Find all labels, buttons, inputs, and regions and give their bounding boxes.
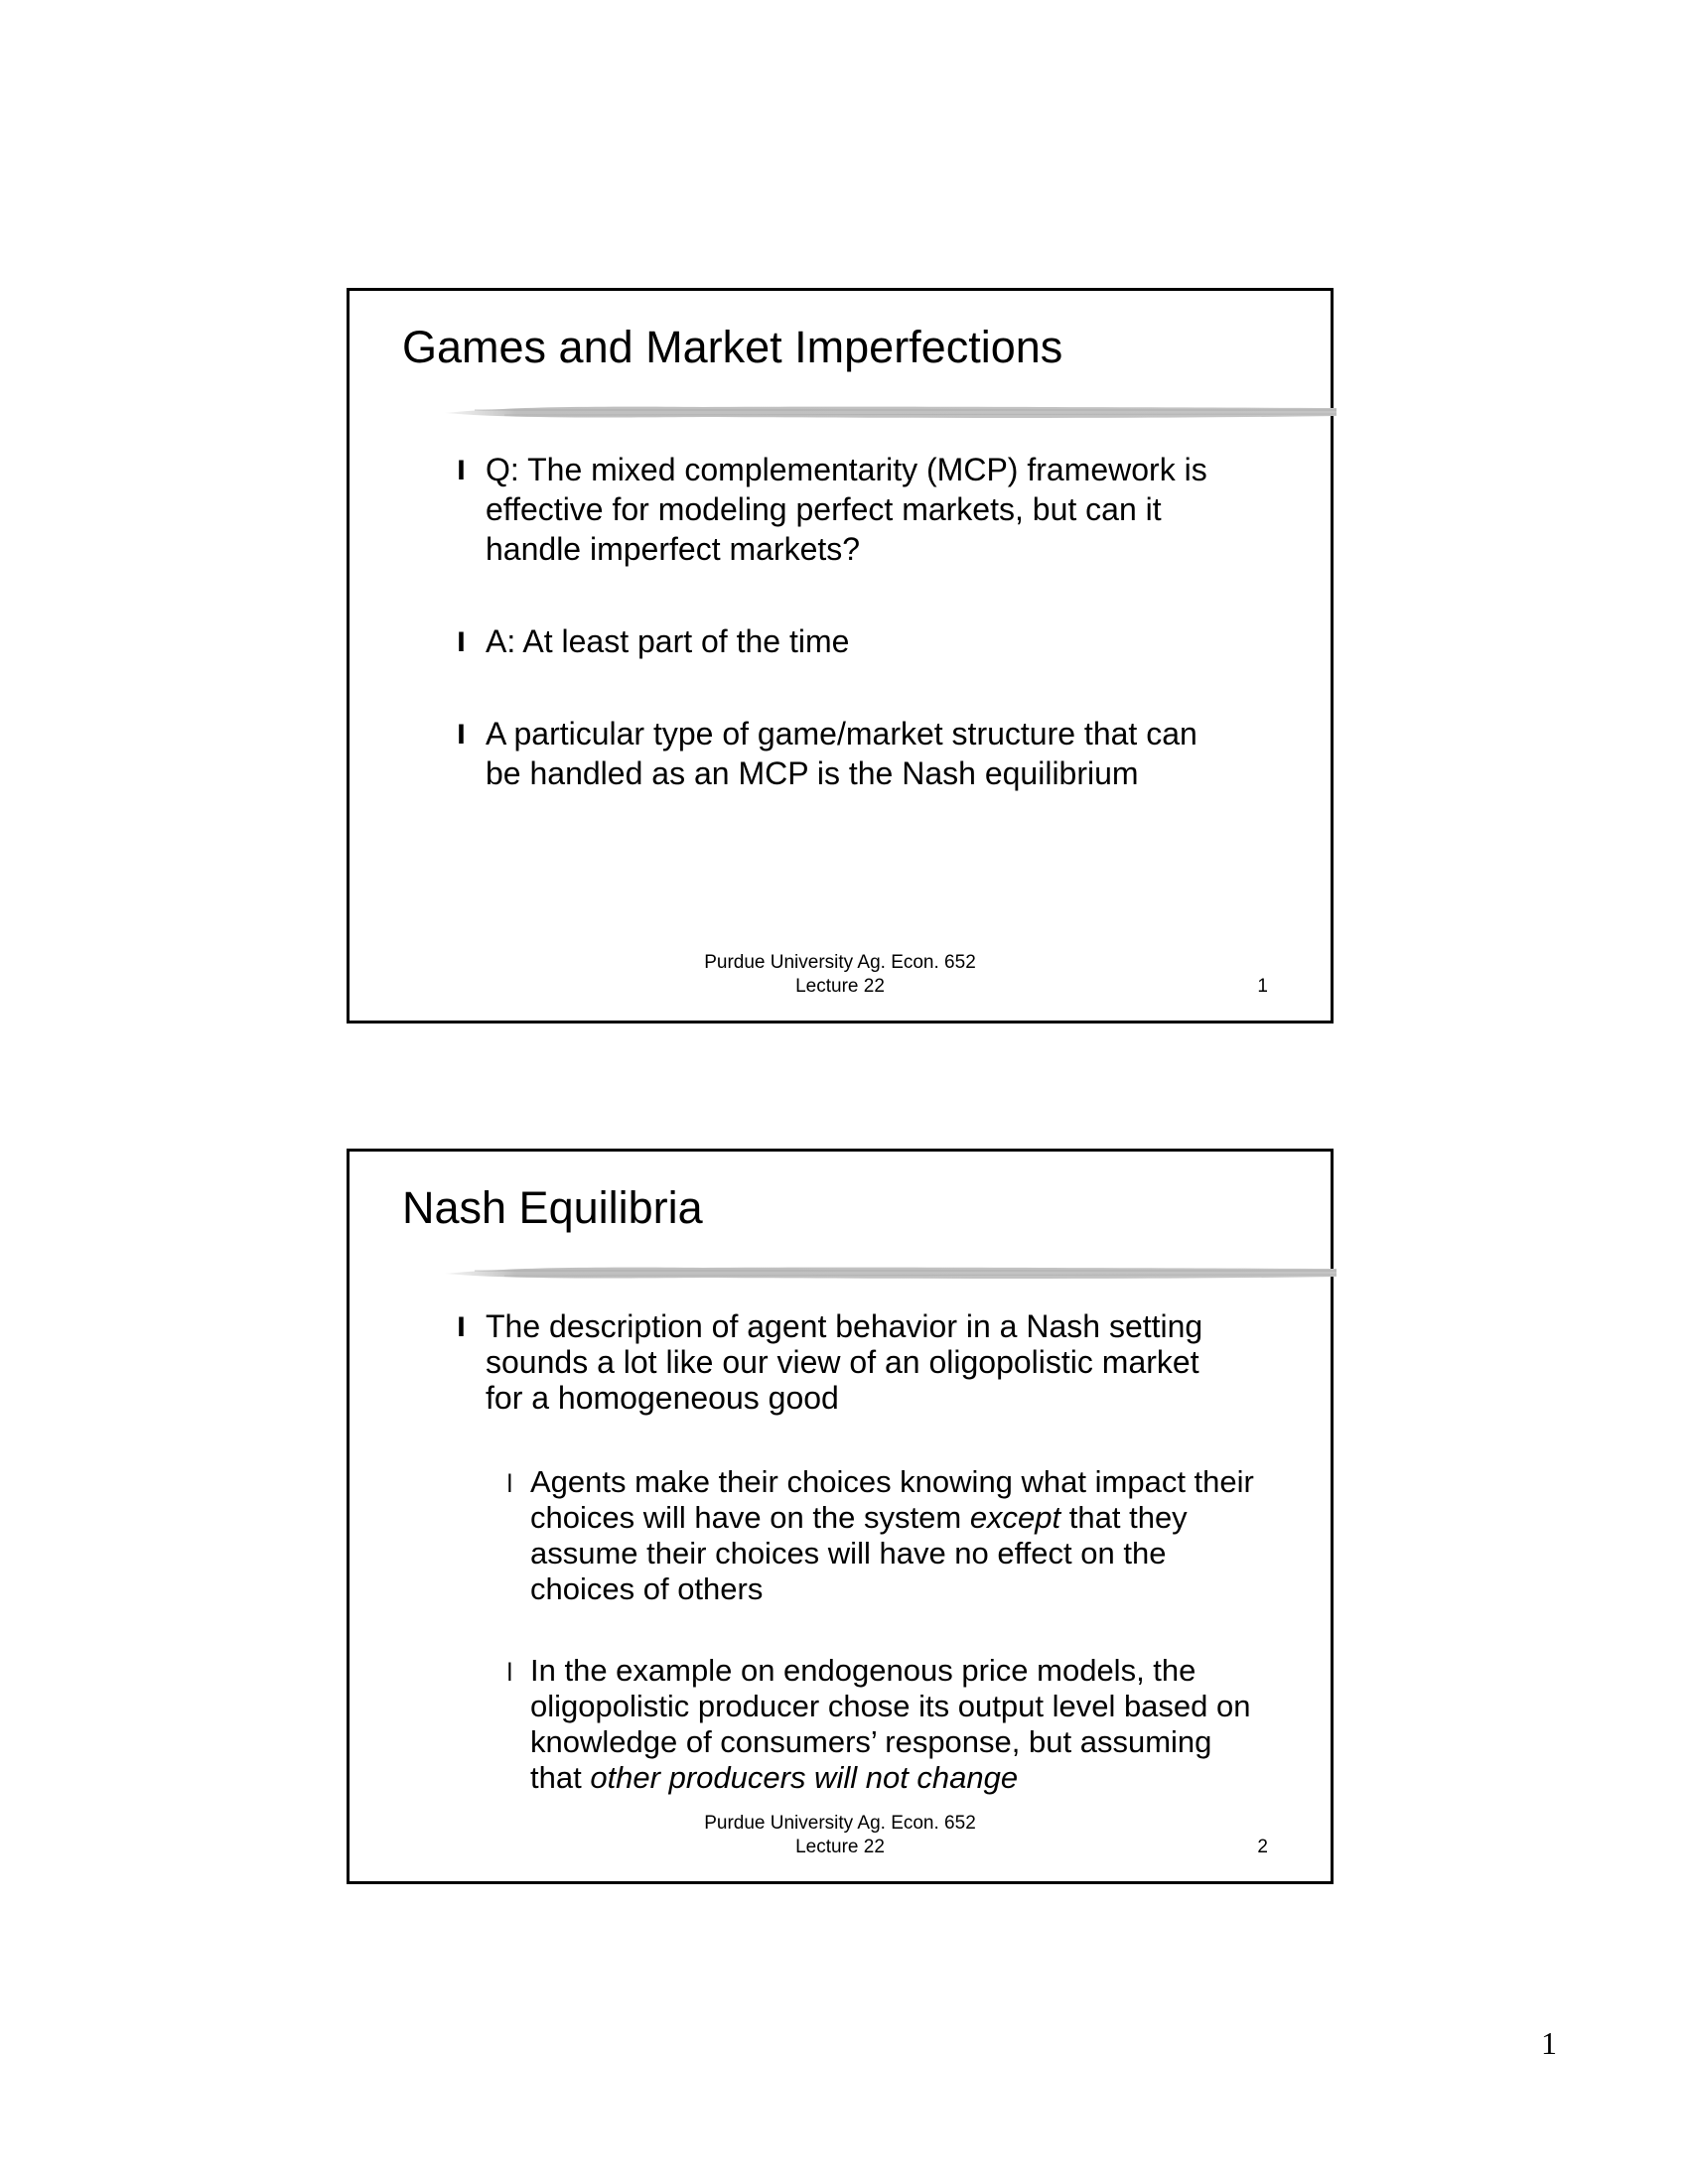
footer-lecture: Lecture 22 bbox=[795, 1837, 885, 1857]
title-brush-rule bbox=[445, 1259, 1336, 1287]
slide-title: Games and Market Imperfections bbox=[402, 322, 1063, 372]
sub-bullet-marker: l bbox=[506, 1470, 513, 1498]
emphasis-text: except bbox=[969, 1500, 1061, 1535]
sub-bullet-text: In the example on endogenous price models, the oligopolistic producer chose its output level based on knowledge of consumers’ response, but assuming that other producers will not change bbox=[530, 1653, 1251, 1795]
sub-bullet-item bbox=[506, 1653, 1261, 1796]
slide-footer bbox=[350, 1812, 1331, 1859]
footer-course: Purdue University Ag. Econ. 652 bbox=[704, 1813, 976, 1834]
sub-bullet-item bbox=[506, 1464, 1261, 1607]
page-number: 1 bbox=[1541, 2025, 1557, 2061]
slide-2 bbox=[347, 1149, 1334, 1884]
bullet-marker: l bbox=[457, 628, 466, 658]
bullet-item bbox=[457, 1308, 1241, 1416]
bullet-item bbox=[457, 714, 1241, 793]
bullet-marker: l bbox=[457, 1313, 466, 1343]
bullet-item bbox=[457, 450, 1241, 569]
sub-bullet-text: Agents make their choices knowing what impact their choices will have on the system except that they assume their choices will have no effect on the choices of others bbox=[530, 1464, 1254, 1606]
slide-footer bbox=[350, 951, 1331, 999]
bullet-marker: l bbox=[457, 721, 466, 751]
footer-course: Purdue University Ag. Econ. 652 bbox=[704, 952, 976, 973]
slide-number: 1 bbox=[1257, 976, 1268, 997]
bullet-text: Q: The mixed complementarity (MCP) framework is effective for modeling perfect markets, but can it handle imperfect markets? bbox=[486, 452, 1207, 567]
sub-bullet-marker: l bbox=[506, 1659, 513, 1687]
bullet-item bbox=[457, 621, 1241, 661]
bullet-text: A: At least part of the time bbox=[486, 623, 850, 659]
footer-lecture: Lecture 22 bbox=[795, 976, 885, 997]
bullet-marker: l bbox=[457, 457, 466, 486]
slide-1 bbox=[347, 288, 1334, 1024]
title-brush-rule bbox=[445, 398, 1336, 426]
slide-title: Nash Equilibria bbox=[402, 1182, 703, 1233]
emphasis-text: other producers will not change bbox=[590, 1760, 1019, 1795]
bullet-text: The description of agent behavior in a Nash setting sounds a lot like our view of an oligopolistic market for a homogeneous good bbox=[486, 1308, 1203, 1416]
slide-number: 2 bbox=[1257, 1837, 1268, 1857]
bullet-text: A particular type of game/market structure that can be handled as an MCP is the Nash equilibrium bbox=[486, 716, 1197, 791]
